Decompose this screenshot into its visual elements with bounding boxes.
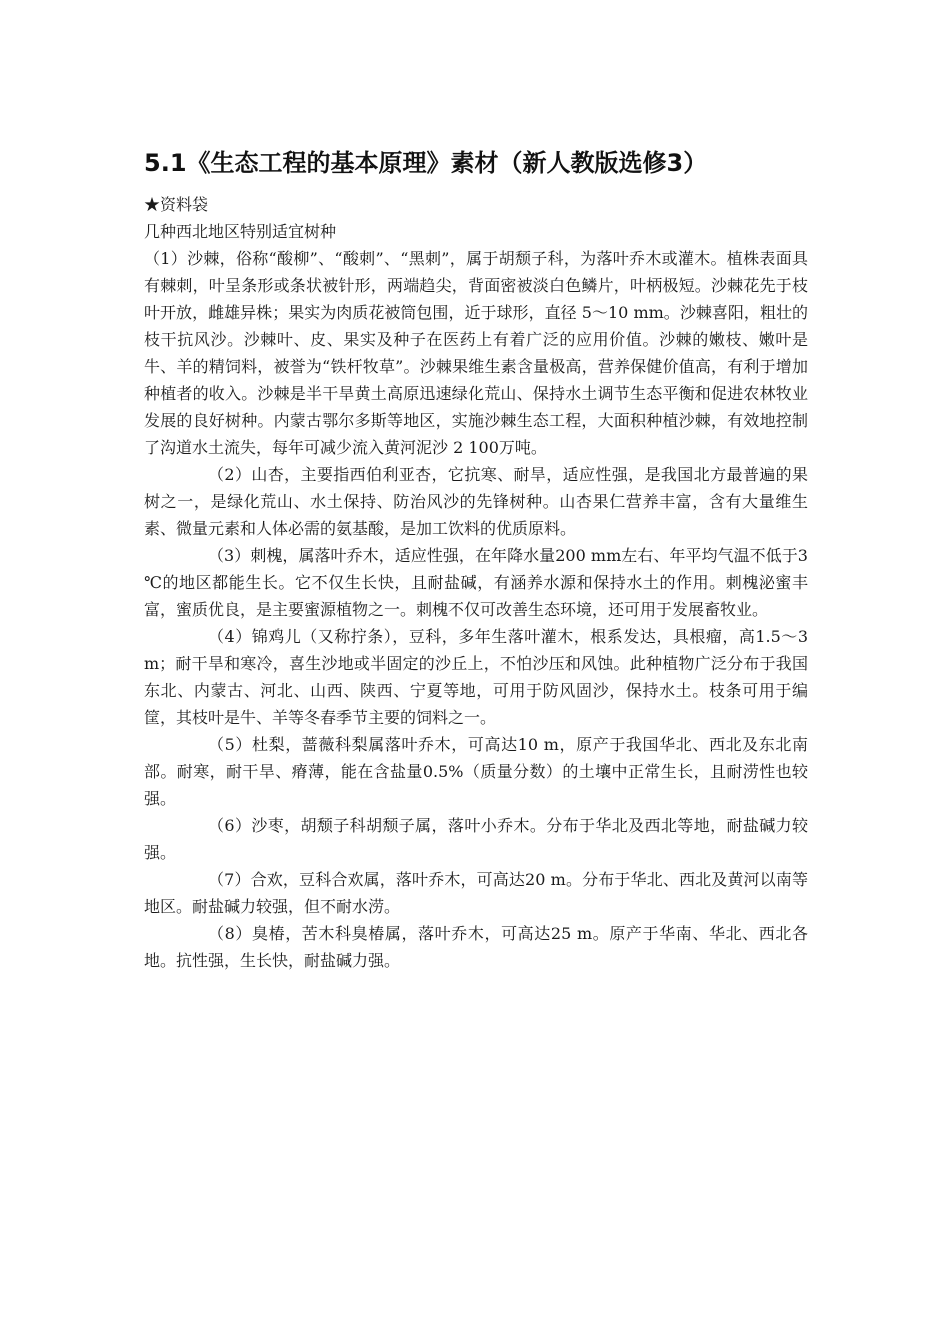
- paragraph-caragana: （4）锦鸡儿（又称拧条），豆科，多年生落叶灌木，根系发达，具根瘤，高1.5～3 m；耐干旱和寒冷，喜生沙地或半固定的沙丘上，不怕沙压和风蚀。此种植物广泛分布于我国东北、内蒙古、河北、山西、陕西、宁夏等地，可用于防风固沙，保持水土。枝条可用于编筐，其枝叶是牛、羊等冬春季节主要的饲料之一。: [144, 627, 808, 727]
- paragraph-birchleaf-pear: （5）杜梨，蔷薇科梨属落叶乔木，可高达10 m，原产于我国华北、西北及东北南部。耐寒，耐干旱、瘠薄，能在含盐量0.5%（质量分数）的土壤中正常生长，且耐涝性也较强。: [144, 735, 808, 808]
- paragraph-tree-of-heaven: （8）臭椿，苦木科臭椿属，落叶乔木，可高达25 m。原产于华南、华北、西北各地。抗性强，生长快，耐盐碱力强。: [144, 924, 808, 970]
- paragraph-wild-apricot: （2）山杏，主要指西伯利亚杏，它抗寒、耐旱，适应性强，是我国北方最普遍的果树之一，是绿化荒山、水土保持、防治风沙的先锋树种。山杏果仁营养丰富，含有大量维生素、微量元素和人体必需的氨基酸，是加工饮料的优质原料。: [144, 465, 808, 538]
- paragraph-silk-tree: （7）合欢，豆科合欢属，落叶乔木，可高达20 m。分布于华北、西北及黄河以南等地区。耐盐碱力较强，但不耐水涝。: [144, 870, 808, 916]
- document-title: 5.1《生态工程的基本原理》素材（新人教版选修3）: [144, 149, 708, 177]
- section-label: ★资料袋: [144, 195, 209, 214]
- paragraph-black-locust: （3）刺槐，属落叶乔木，适应性强，在年降水量200 mm左右、年平均气温不低于3 ℃的地区都能生长。它不仅生长快，且耐盐碱，有涵养水源和保持水土的作用。刺槐泌蜜丰富，蜜质优良，是主要蜜源植物之一。刺槐不仅可改善生态环境，还可用于发展畜牧业。: [144, 546, 808, 619]
- paragraph-sea-buckthorn: （1）沙棘，俗称“酸柳”、“酸刺”、“黑刺”，属于胡颓子科，为落叶乔木或灌木。植株表面具有棘刺，叶呈条形或条状被针形，两端趋尖，背面密被淡白色鳞片，叶柄极短。沙棘花先于枝叶开放，雌雄异株；果实为肉质花被筒包围，近于球形，直径 5～10 mm。沙棘喜阳，粗壮的枝干抗风沙。沙棘叶、皮、果实及种子在医药上有着广泛的应用价值。沙棘的嫩枝、嫩叶是牛、羊的精饲料，被誉为“铁杆牧草”。沙棘果维生素含量极高，营养保健价值高，有利于增加种植者的收入。沙棘是半干旱黄土高原迅速绿化荒山、保持水土调节生态平衡和促进农林牧业发展的良好树种。内蒙古鄂尔多斯等地区，实施沙棘生态工程，大面积种植沙棘，有效地控制了沟道水土流失，每年可减少流入黄河泥沙 2 100万吨。: [144, 249, 808, 457]
- section-subtitle: 几种西北地区特别适宜树种: [144, 222, 337, 241]
- document-body: [144, 143, 808, 974]
- paragraph-russian-olive: （6）沙枣，胡颓子科胡颓子属，落叶小乔木。分布于华北及西北等地，耐盐碱力较强。: [144, 816, 808, 862]
